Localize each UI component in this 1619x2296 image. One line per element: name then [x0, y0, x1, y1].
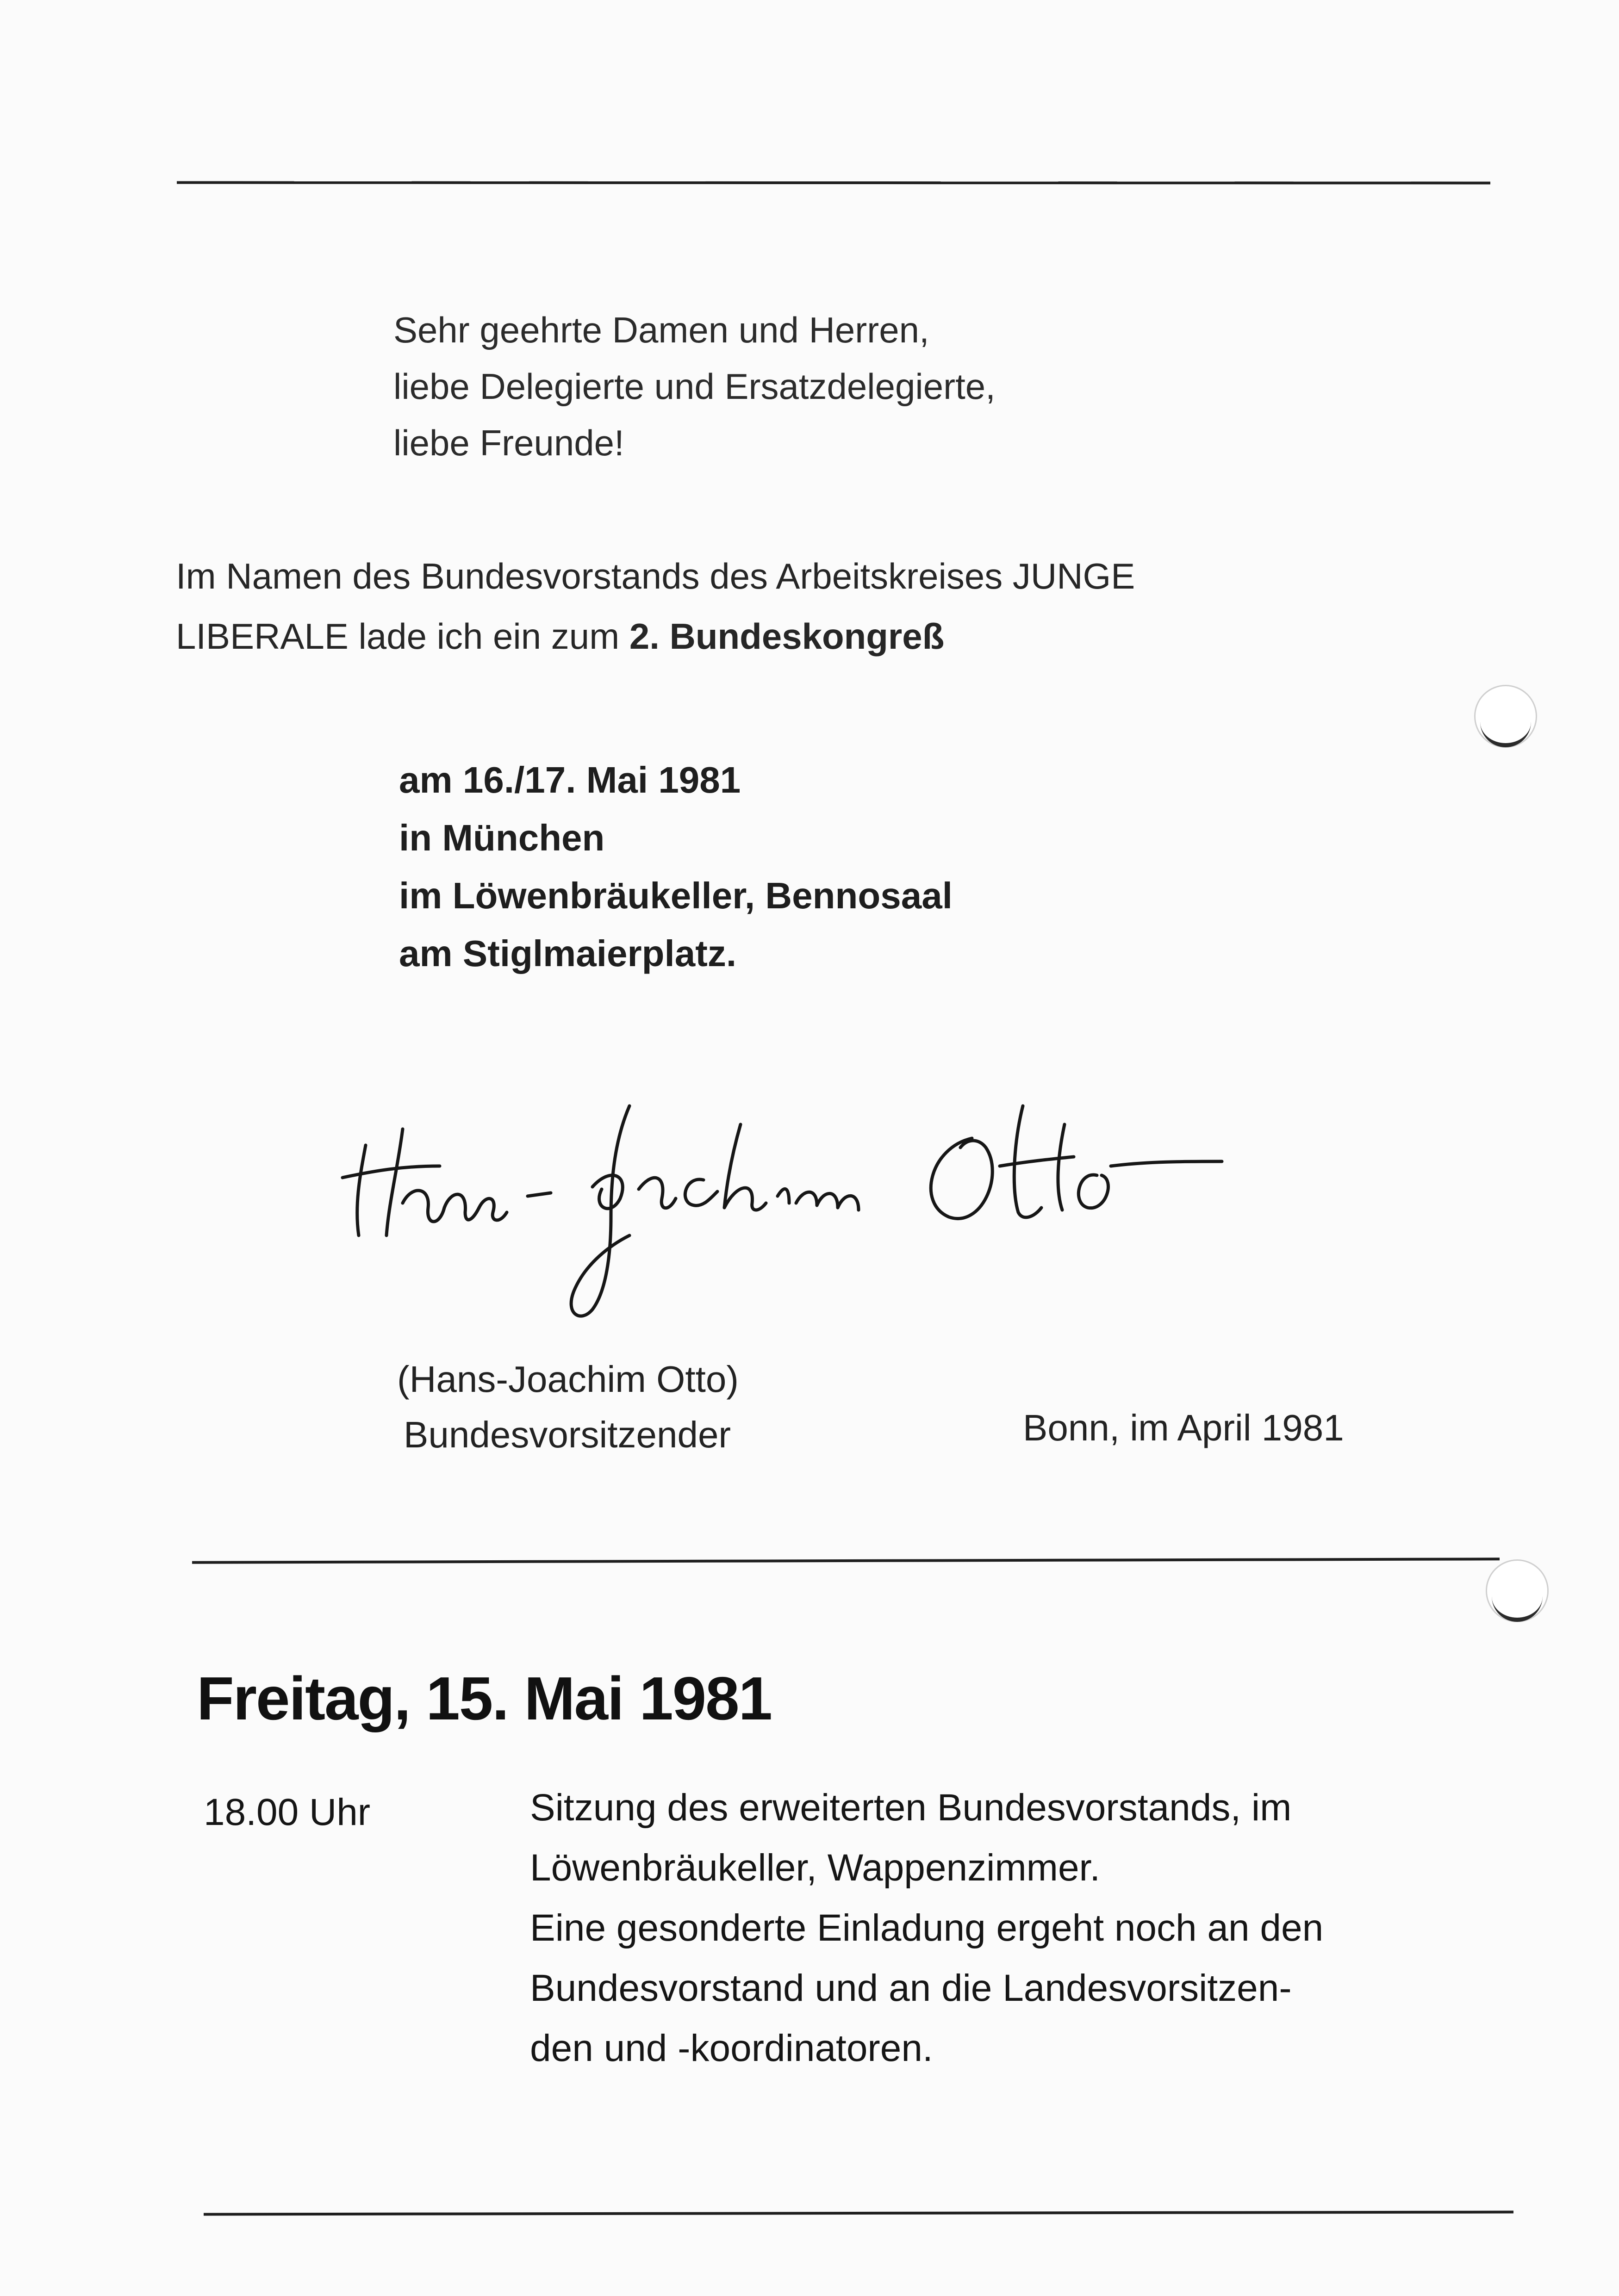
top-divider [177, 181, 1490, 185]
bottom-divider [204, 2211, 1513, 2216]
entry-line-3: Eine gesonderte Einladung ergeht noch an den [530, 1907, 1324, 1949]
invitation-line-2-text: LIBERALE lade ich ein zum [176, 616, 629, 657]
place-and-date: Bonn, im April 1981 [1023, 1407, 1344, 1448]
salutation-line-2: liebe Delegierte und Ersatzdelegierte, [393, 366, 996, 407]
entry-line-5: den und -koordinatoren. [530, 2027, 933, 2069]
signer-role: Bundesvorsitzender [404, 1414, 731, 1455]
punch-hole-lower [1486, 1559, 1549, 1622]
invitation-line-1: Im Namen des Bundesvorstands des Arbeitskreises JUNGE [176, 556, 1135, 596]
venue-city: in München [399, 817, 605, 858]
venue-square: am Stiglmaierplatz. [399, 933, 737, 974]
invitation-line-2 [176, 615, 944, 658]
venue-date: am 16./17. Mai 1981 [399, 759, 741, 800]
entry-line-4: Bundesvorstand und an die Landesvorsitzen- [530, 1967, 1292, 2009]
handwritten-signature [333, 1097, 1240, 1337]
entry-time: 18.00 Uhr [204, 1791, 371, 1833]
congress-name: 2. Bundeskongreß [629, 616, 945, 657]
entry-line-2: Löwenbräukeller, Wappenzimmer. [530, 1847, 1101, 1889]
salutation-line-3: liebe Freunde! [393, 422, 624, 463]
middle-divider [192, 1558, 1500, 1564]
venue-place: im Löwenbräukeller, Bennosaal [399, 875, 953, 916]
entry-line-1: Sitzung des erweiterten Bundesvorstands, im [530, 1787, 1292, 1829]
day-heading: Freitag, 15. Mai 1981 [197, 1664, 772, 1732]
signer-name: (Hans-Joachim Otto) [397, 1359, 739, 1400]
salutation-line-1: Sehr geehrte Damen und Herren, [393, 310, 929, 350]
punch-hole-upper [1474, 685, 1537, 748]
